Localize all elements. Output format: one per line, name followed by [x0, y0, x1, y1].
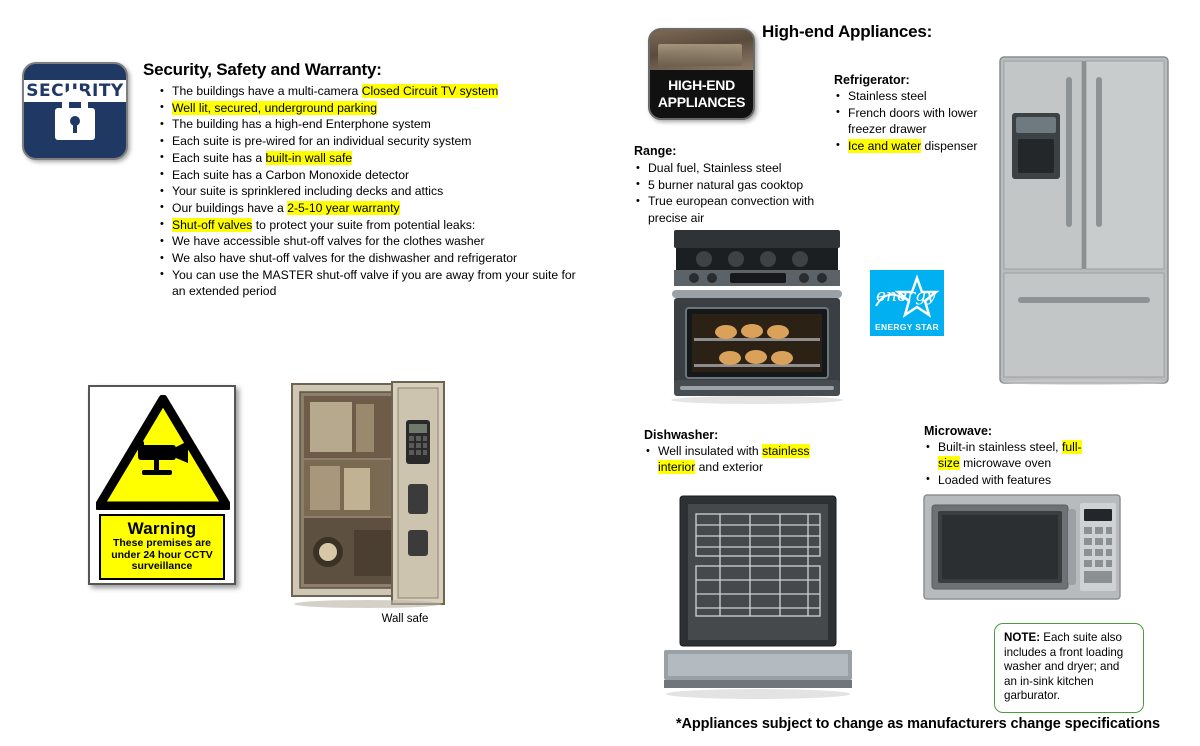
energy-star-logo [870, 270, 944, 336]
microwave-bullet-list [924, 439, 1096, 489]
security-bullet-item [158, 100, 588, 116]
cctv-warning-text-box [99, 514, 225, 580]
security-section-heading: Security, Safety and Warranty: [143, 60, 382, 79]
security-bullet-item-text: to protect your suite from potential leaks: [252, 217, 476, 232]
security-bullet-item-text: Each suite has a Carbon Monoxide detector [172, 167, 410, 182]
microwave-bullet-item-text: Loaded with features [938, 472, 1052, 487]
security-bullets [158, 83, 588, 233]
security-bullet-item-text: The building has a high-end Enterphone system [172, 117, 431, 132]
dishwasher-heading: Dishwasher: [644, 428, 719, 442]
microwave-bullet-item [924, 439, 1096, 471]
security-sub-bullet-item: • We also have shut-off valves for the dishwasher and refrigerator [158, 250, 588, 266]
badge-line-2: APPLIANCES [657, 94, 746, 110]
energy-star-word: ENERGY STAR [875, 322, 939, 332]
refrigerator-bullet-item-text: French doors with lower freezer drawer [848, 105, 978, 136]
range-bullet-list [634, 160, 839, 226]
range-bullet-item [634, 177, 839, 193]
security-bullet-item-text: Your suite is sprinklered including decks and attics [172, 184, 444, 199]
security-bullet-item [158, 200, 588, 216]
security-logo-text: SECURITY [24, 80, 126, 102]
padlock-keyhole-stem-icon [73, 124, 77, 133]
refrigerator-bullet-item-text: Stainless steel [848, 89, 927, 103]
refrigerator-bullet-item-highlight: Ice and water [848, 138, 922, 153]
security-bullet-list [158, 83, 588, 300]
note-box [994, 623, 1144, 713]
cctv-warning-title: Warning [127, 519, 197, 538]
badge-line-1: HIGH-END [668, 77, 735, 93]
security-bullet-item-text: Our buildings have a [172, 200, 288, 215]
refrigerator-bullet-item [834, 138, 1002, 154]
security-bullet-item-text: The buildings have a multi-camera [172, 84, 362, 98]
security-logo-badge [22, 62, 128, 160]
range-heading: Range: [634, 144, 677, 158]
refrigerator-bullet-list [834, 88, 1002, 154]
cctv-warning-triangle [96, 395, 230, 510]
microwave-bullet-item-text: Built-in stainless steel, [938, 440, 1062, 454]
high-end-appliances-badge [648, 28, 755, 120]
security-bullet-item-highlight: Well lit, secured, underground parking [172, 100, 378, 115]
security-bullet-item-highlight: 2-5-10 year warranty [287, 200, 400, 215]
range-bullet-item [634, 160, 839, 176]
cctv-camera-icon [96, 395, 230, 510]
microwave-image [922, 493, 1122, 608]
refrigerator-heading: Refrigerator: [834, 73, 910, 87]
dishwasher-bullets [644, 443, 834, 475]
security-bullet-item-text: Each suite has a [172, 150, 266, 165]
microwave-bullet-item [924, 472, 1096, 488]
refrigerator-bullet-item [834, 88, 1002, 104]
microwave-bullet-item-text: microwave oven [959, 456, 1052, 471]
microwave-heading: Microwave: [924, 424, 993, 438]
appliances-footnote: *Appliances subject to change as manufacturers change specifications [676, 716, 1160, 732]
wall-safe-image [288, 380, 448, 613]
security-bullet-item-highlight: built-in wall safe [265, 150, 353, 165]
appliances-section-heading: High-end Appliances: [762, 22, 933, 41]
range-bullets [634, 160, 839, 226]
dishwasher-bullet-item-text: and exterior [695, 460, 764, 475]
refrigerator-bullet-item [834, 105, 1002, 137]
security-bullet-item [158, 183, 588, 199]
security-bullet-item [158, 167, 588, 183]
refrigerator-bullets [834, 88, 1002, 154]
appliance-photo-icon [650, 30, 753, 70]
note-label: NOTE: [1004, 631, 1041, 644]
security-bullet-item-highlight: Closed Circuit TV system [361, 84, 499, 98]
refrigerator-image [998, 55, 1170, 390]
range-image [664, 228, 850, 411]
security-bullet-item-text: Each suite is pre-wired for an individual security system [172, 134, 472, 149]
cctv-warning-subtitle: These premises are under 24 hour CCTV surveillance [111, 537, 213, 573]
wall-safe-caption: Wall safe [381, 613, 429, 625]
security-bullet-item [158, 133, 588, 149]
high-end-appliances-badge-label [650, 70, 753, 118]
microwave-bullet-item-highlight: full-size [938, 440, 1082, 471]
dishwasher-image [658, 492, 858, 709]
security-sub-bullets [158, 233, 588, 299]
security-sub-bullet-item: • You can use the MASTER shut-off valve if you are away from your suite for an extended period [158, 267, 588, 299]
range-bullet-item-text: 5 burner natural gas cooktop [648, 177, 804, 192]
dishwasher-bullet-list [644, 443, 834, 476]
dishwasher-bullet-item-highlight: stainless interior [658, 444, 810, 475]
range-bullet-item [634, 193, 839, 225]
range-bullet-item-text: Dual fuel, Stainless steel [648, 161, 782, 175]
note-text: Each suite also includes a front loading washer and dryer; and an in-sink kitchen garburator. [1004, 631, 1124, 703]
microwave-bullets [924, 439, 1096, 488]
dishwasher-bullet-item-text: Well insulated with [658, 444, 763, 458]
dishwasher-bullet-item [644, 443, 834, 475]
security-bullet-item-highlight: Shut-off valves [172, 217, 253, 232]
energy-star-script: energy [876, 286, 936, 306]
security-bullet-item [158, 83, 588, 99]
range-bullet-item-text: True european convection with precise air [648, 194, 815, 225]
security-bullet-item [158, 217, 588, 233]
cctv-warning-sign [88, 385, 236, 585]
refrigerator-bullet-item-text: dispenser [921, 138, 978, 153]
security-bullet-item [158, 150, 588, 166]
security-sub-bullet-item: • We have accessible shut-off valves for the clothes washer [158, 233, 588, 249]
security-bullet-item [158, 116, 588, 132]
